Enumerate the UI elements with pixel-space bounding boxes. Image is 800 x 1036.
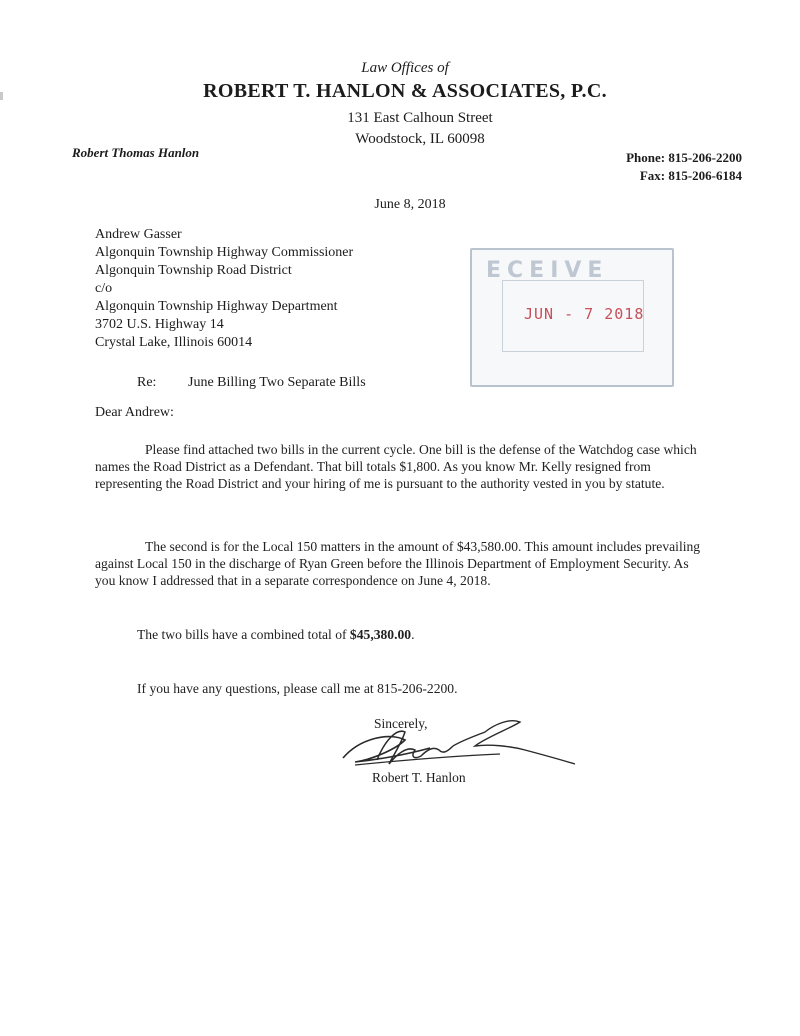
firm-street: 131 East Calhoun Street [347,110,493,126]
stamp-date: JUN - 7 2018 [524,305,645,323]
body-paragraph-1 [95,441,705,492]
subject-text: June Billing Two Separate Bills [188,375,366,390]
firm-fax: Fax: 815-206-6184 [639,168,742,183]
recipient-line: Crystal Lake, Illinois 60014 [95,335,253,350]
body-paragraph-1-text: Please find attached two bills in the current cycle. One bill is the defense of the Watchdog case which names the Road District as a Defendant. That bill totals $1,800. As you know Mr. Kelly resigned from representing the Road District and your hiring of me is pursuant to the authority vested in you by statute. [95,442,697,491]
body-paragraph-3 [137,626,747,643]
salutation: Dear Andrew: [95,405,174,420]
body-paragraph-2-text: The second is for the Local 150 matters in the amount of $43,580.00. This amount includes prevailing against Local 150 in the discharge of Ryan Green before the Illinois Department of Employment Security. As you know I addressed that in a separate correspondence on June 4, 2018. [95,539,701,588]
body-paragraph-3-suffix: . [411,627,415,642]
recipient-line: Algonquin Township Highway Commissioner [95,245,354,260]
body-paragraph-2 [95,538,705,589]
recipient-line: Andrew Gasser [95,227,182,242]
recipient-line: 3702 U.S. Highway 14 [95,317,224,332]
attorney-name: Robert Thomas Hanlon [72,145,200,160]
firm-name: ROBERT T. HANLON & ASSOCIATES, P.C. [203,80,607,102]
firm-phone: Phone: 815-206-2200 [626,150,742,165]
subject-label: Re: [137,375,157,390]
letter-date: June 8, 2018 [374,197,446,212]
signature-name: Robert T. Hanlon [372,770,466,785]
valediction: Sincerely, [374,716,428,731]
recipient-line: Algonquin Township Highway Department [95,299,338,314]
combined-total: $45,380.00 [349,627,412,642]
received-stamp [470,248,674,387]
firm-city: Woodstock, IL 60098 [355,131,485,147]
stamp-heading: ECEIVE [486,258,609,283]
law-offices-label: Law Offices of [361,60,449,76]
body-paragraph-4: If you have any questions, please call me at 815-206-2200. [137,681,458,696]
body-paragraph-3-prefix: The two bills have a combined total of [137,627,350,642]
recipient-line: c/o [95,281,113,296]
recipient-line: Algonquin Township Road District [95,263,292,278]
